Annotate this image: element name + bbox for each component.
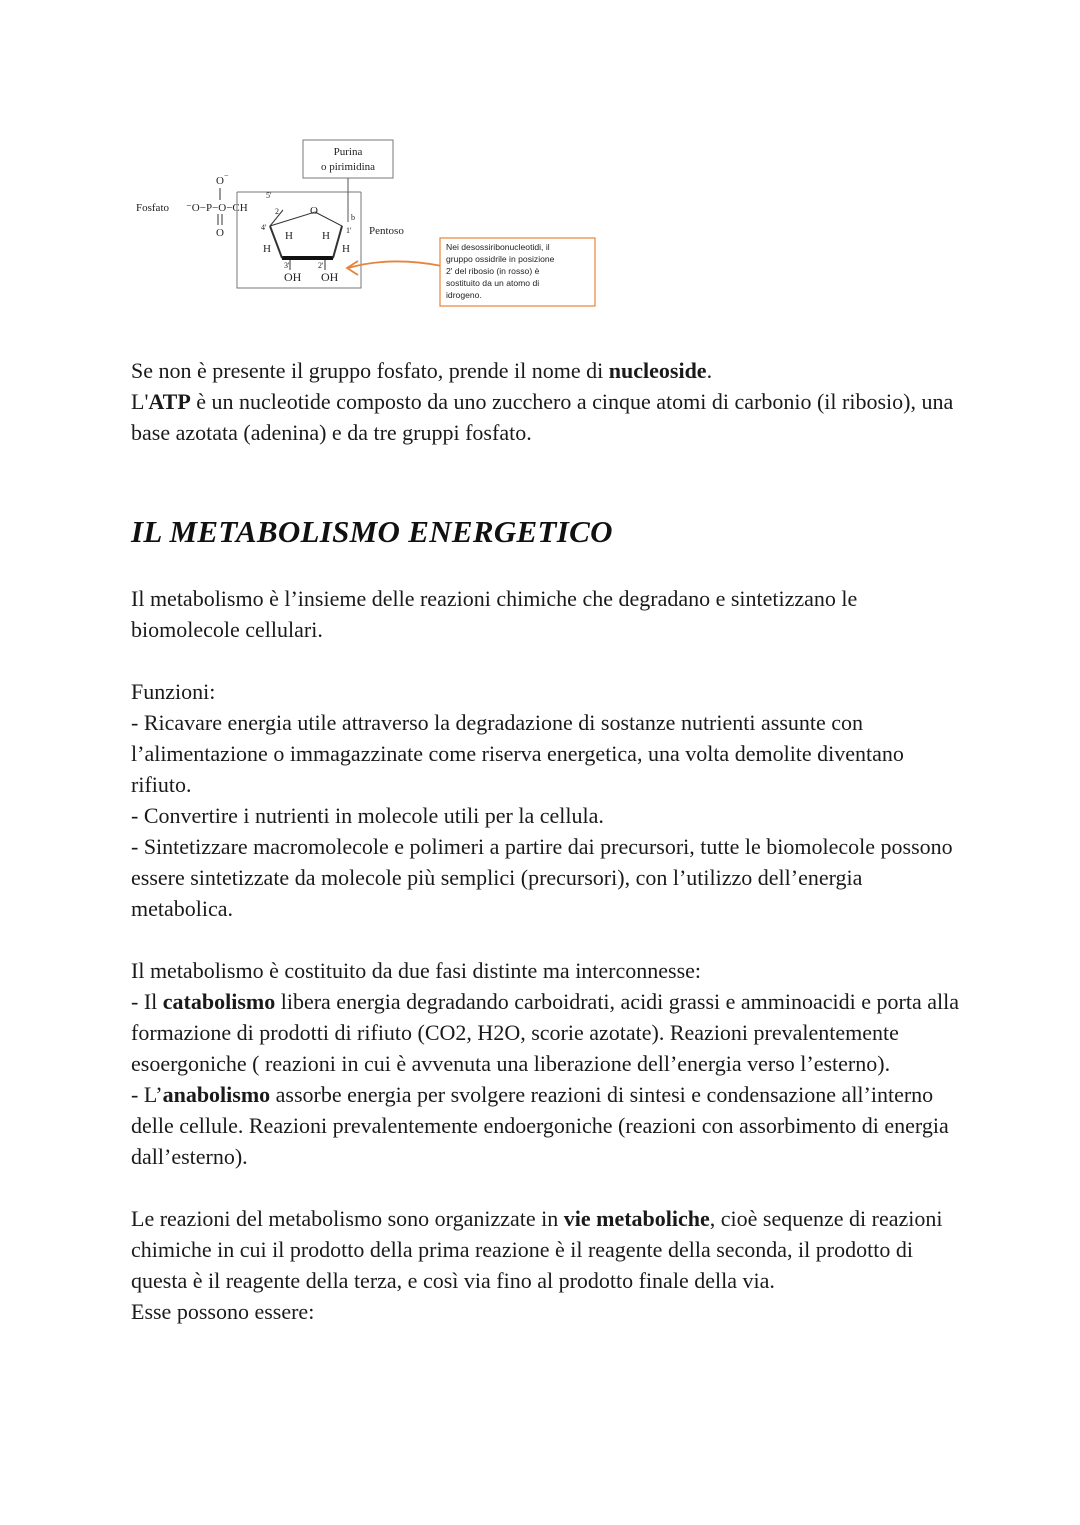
pathways-paragraph: Le reazioni del metabolismo sono organizzate in vie metaboliche, cioè sequenze di reazioni chimiche in cui il prodotto della prima reazione è il reagente della seconda, il prodotto di questa è il reagente della terza, e così via fino al prodotto finale della via.	[131, 1206, 943, 1293]
note-line-1: Nei desossiribonucleotidi, il	[446, 242, 550, 252]
functions-heading: Funzioni:	[131, 679, 216, 704]
note-line-2: gruppo ossidrile in posizione	[446, 254, 555, 264]
note-arrow	[348, 261, 442, 268]
function-item: - Sintetizzare macromolecole e polimeri a partire dai precursori, tutte le biomolecole possono essere sintetizzate da molecole più semplici (precursori), con l’utilizzo dell’energia metabolica.	[131, 834, 953, 921]
base-label-line1: Purina	[333, 146, 363, 158]
svg-text:b: b	[351, 213, 355, 222]
svg-text:1': 1'	[346, 226, 352, 235]
base-label-line2: o pirimidina	[320, 161, 376, 173]
svg-text:2': 2'	[318, 261, 324, 270]
function-item: - Convertire i nutrienti in molecole utili per la cellula.	[131, 803, 604, 828]
metabolism-definition: Il metabolismo è l’insieme delle reazioni chimiche che degradano e sintetizzano le biomolecole cellulari.	[131, 586, 858, 642]
anabolism-item: - L’anabolismo assorbe energia per svolgere reazioni di sintesi e condensazione all’interno delle cellule. Reazioni prevalentemente endoergoniche (reazioni con assorbimento di energia dall’esterno).	[131, 1082, 949, 1169]
svg-text:H: H	[342, 243, 350, 255]
closing-line: Esse possono essere:	[131, 1299, 315, 1324]
svg-text:O: O	[216, 227, 224, 239]
svg-text:5': 5'	[266, 191, 272, 200]
phases-intro: Il metabolismo è costituito da due fasi distinte ma interconnesse:	[131, 958, 702, 983]
phosphate-label: Fosfato	[136, 202, 169, 214]
svg-text:⁻O−P−O−CH: ⁻O−P−O−CH	[186, 202, 248, 214]
svg-text:2: 2	[275, 207, 279, 216]
svg-text:OH: OH	[321, 270, 339, 284]
pentose-ring	[270, 212, 342, 258]
nucleotide-structure-diagram	[120, 130, 620, 320]
svg-text:H: H	[263, 243, 271, 255]
pentose-label: Pentoso	[369, 225, 404, 237]
note-line-3: 2' del ribosio (in rosso) è	[446, 266, 540, 276]
svg-text:3': 3'	[284, 261, 290, 270]
document-body	[131, 355, 961, 1327]
catabolism-item: - Il catabolismo libera energia degradando carboidrati, acidi grassi e amminoacidi e porta alla formazione di prodotti di rifiuto (CO2, H2O, scorie azotate). Reazioni prevalentemente esoergoniche ( reazioni in cui è avvenuta una liberazione dell’energia verso l’esterno).	[131, 989, 959, 1076]
note-line-4: sostituito da un atomo di	[446, 278, 540, 288]
svg-text:OH: OH	[284, 270, 302, 284]
svg-text:O: O	[216, 175, 224, 187]
section-title: IL METABOLISMO ENERGETICO	[131, 514, 613, 549]
svg-text:H: H	[322, 230, 330, 242]
atp-paragraph: L'ATP è un nucleotide composto da uno zucchero a cinque atomi di carbonio (il ribosio), una base azotata (adenina) e da tre gruppi fosfato.	[131, 389, 954, 445]
note-line-5: idrogeno.	[446, 290, 482, 300]
nucleoside-paragraph: Se non è presente il gruppo fosfato, prende il nome di nucleoside.	[131, 358, 713, 383]
svg-text:−: −	[224, 171, 229, 180]
svg-text:4': 4'	[261, 223, 267, 232]
function-item: - Ricavare energia utile attraverso la degradazione di sostanze nutrienti assunte con l’alimentazione o immagazzinate come riserva energetica, una volta demolite diventano rifiuto.	[131, 710, 904, 797]
svg-text:O: O	[310, 205, 318, 217]
svg-text:H: H	[285, 230, 293, 242]
